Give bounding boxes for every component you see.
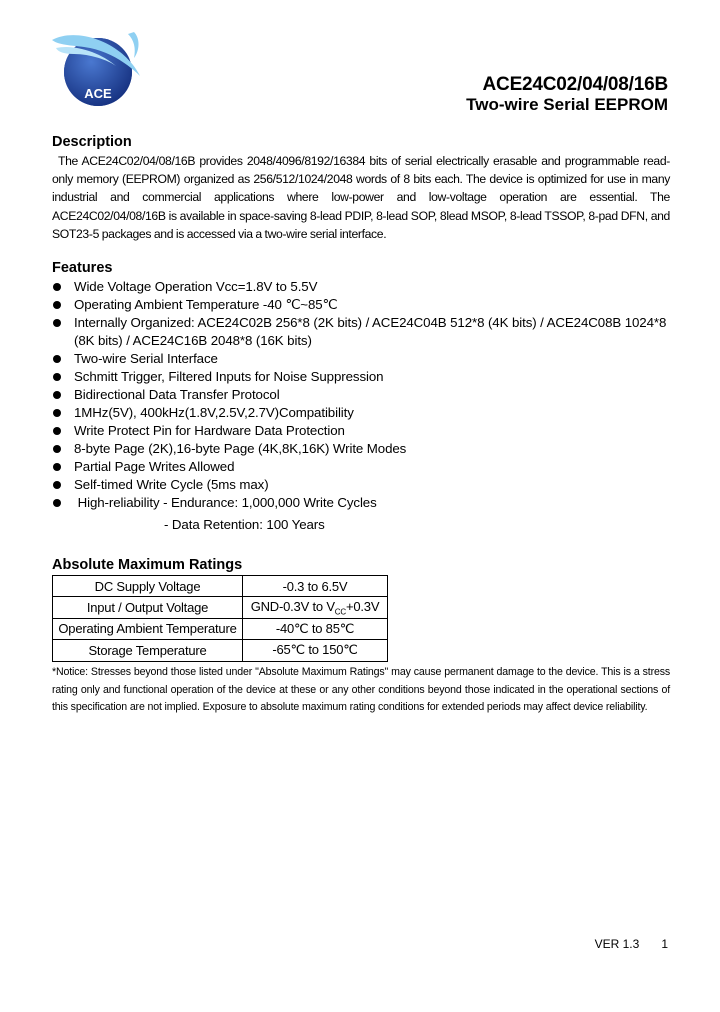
list-item-continuation: - Data Retention: 100 Years: [164, 517, 325, 532]
bullet-icon: [53, 409, 61, 417]
rating-param: DC Supply Voltage: [53, 576, 243, 597]
version-label: VER 1.3: [594, 937, 640, 951]
document-subtitle: Two-wire Serial EEPROM: [466, 95, 668, 114]
table-row: [53, 597, 388, 618]
description-heading: Description: [52, 134, 132, 150]
bullet-icon: [53, 391, 61, 399]
list-item: [52, 368, 672, 386]
list-item: [52, 476, 672, 494]
feature-text: Partial Page Writes Allowed: [74, 459, 235, 474]
table-row: [53, 576, 388, 597]
ace-logo: [50, 28, 146, 108]
bullet-icon: [53, 301, 61, 309]
rating-value: GND-0.3V to $V_{CC}+0.3V$: [243, 597, 388, 618]
feature-text: Schmitt Trigger, Filtered Inputs for Noise Suppression: [74, 369, 384, 384]
list-item: [52, 458, 672, 476]
features-list: [52, 278, 672, 534]
list-item: [52, 350, 672, 368]
logo-text: ACE: [84, 86, 112, 101]
rating-param: Operating Ambient Temperature: [53, 618, 243, 639]
rating-value: -40℃ to 85℃: [243, 618, 388, 639]
bullet-icon: [53, 283, 61, 291]
list-item: [52, 440, 672, 458]
bullet-icon: [53, 463, 61, 471]
feature-text: Write Protect Pin for Hardware Data Protection: [74, 423, 345, 438]
feature-text: Two-wire Serial Interface: [74, 351, 218, 366]
list-item: [52, 278, 672, 296]
list-item: [52, 404, 672, 422]
feature-text: Wide Voltage Operation Vcc=1.8V to 5.5V: [74, 279, 318, 294]
feature-text: 1MHz(5V), 400kHz(1.8V,2.5V,2.7V)Compatibility: [74, 405, 354, 420]
bullet-icon: [53, 319, 61, 327]
feature-text: Operating Ambient Temperature -40 ℃~85℃: [74, 297, 338, 312]
feature-text: 8-byte Page (2K),16-byte Page (4K,8K,16K) Write Modes: [74, 441, 407, 456]
rating-value: -0.3 to 6.5V: [243, 576, 388, 597]
bullet-icon: [53, 481, 61, 489]
list-item: [52, 296, 672, 314]
rating-param: Input / Output Voltage: [53, 597, 243, 618]
ratings-notice: *Notice: Stresses beyond those listed under "Absolute Maximum Ratings" may cause permanent damage to the device. This is a stress rating only and functional operation of the device at these or any other conditions beyond those indicated in the operational sections of this specification are not implied. Exposure to absolute maximum rating conditions for extended periods may affect device reliability.: [52, 666, 670, 714]
feature-text: Self-timed Write Cycle (5ms max): [74, 477, 269, 492]
bullet-icon: [53, 373, 61, 381]
ratings-heading: Absolute Maximum Ratings: [52, 557, 243, 573]
bullet-icon: [53, 355, 61, 363]
rating-value: -65℃ to 150℃: [243, 640, 388, 661]
table-row: [53, 640, 388, 661]
list-item: [52, 386, 672, 404]
features-heading: Features: [52, 260, 113, 276]
bullet-icon: [53, 427, 61, 435]
table-row: [53, 618, 388, 639]
feature-text: Bidirectional Data Transfer Protocol: [74, 387, 280, 402]
description-text: The ACE24C02/04/08/16B provides 2048/4096/8192/16384 bits of serial electrically erasable and programmable read-only memory (EEPROM) organized as 256/512/1024/2048 words of 8 bits each. The device is optimized for use in many industrial and commercial applications where low-power and low-voltage operation are essential. The ACE24C02/04/08/16B is available in space-saving 8-lead PDIP, 8-lead SOP, 8lead MSOP, 8-lead TSSOP, 8-pad DFN, and SOT23-5 packages and is accessed via a two-wire serial interface.: [52, 154, 670, 241]
document-title: ACE24C02/04/08/16B: [482, 74, 668, 95]
ratings-table: [52, 575, 388, 662]
bullet-icon: [53, 445, 61, 453]
description-text-block: [52, 152, 670, 243]
list-item: [52, 314, 672, 350]
bullet-icon: [53, 499, 61, 507]
list-item: [52, 494, 672, 512]
page-footer: [595, 937, 668, 951]
list-item: [52, 422, 672, 440]
feature-text: High-reliability - Endurance: 1,000,000 Write Cycles: [74, 495, 377, 510]
rating-param: Storage Temperature: [53, 640, 243, 661]
page-number: 1: [661, 937, 668, 951]
feature-text: Internally Organized: ACE24C02B 256*8 (2K bits) / ACE24C04B 512*8 (4K bits) / ACE24C08B 1024*8 (8K bits) / ACE24C16B 2048*8 (16K bits): [74, 315, 670, 348]
